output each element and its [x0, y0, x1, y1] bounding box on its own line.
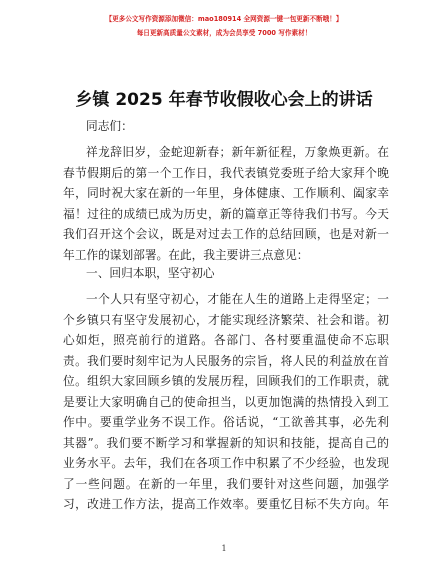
- paragraph-line: 其器”。我们要不断学习和掌握新的知识和技能，提高自己的: [63, 435, 389, 450]
- paragraph-line: 作中。要重学业务不误工作。俗话说，“工欲善其事，必先利: [63, 415, 389, 429]
- paragraph-section-1: [63, 289, 389, 515]
- paragraph-line: 我们召开这个会议，既是对过去工作的总结回顾，也是对新一: [63, 227, 389, 241]
- paragraph-line: 祥龙辞旧岁，金蛇迎新春；新年新征程，万象焕更新。在: [86, 145, 389, 159]
- paragraph-line: 春节假期后的第一个工作日，我代表镇党委班子给大家拜个晚: [63, 165, 389, 180]
- paragraph-line: 是要让大家明确自己的使命担当，以更加饱满的热情投入到工: [63, 394, 389, 409]
- paragraph-line: 习，改进工作方法，提高工作效率。要重忆目标不失方向。年: [63, 497, 389, 511]
- page-number: 1: [221, 544, 227, 553]
- paragraph-line: 业务水平。去年，我们在各项工作中积累了不少经验，也发现: [63, 456, 389, 470]
- paragraph-line: 个乡镇只有坚守发展初心，才能实现经济繁荣、社会和谐。初: [63, 312, 389, 327]
- paragraph-line: 位。组织大家回顾乡镇的发展历程，回顾我们的工作职责，就: [63, 374, 389, 388]
- paragraph-line: 了一些问题。在新的一年里，我们要针对这些问题，加强学: [63, 476, 389, 491]
- paragraph-line: 一个人只有坚守初心，才能在人生的道路上走得坚定；一: [86, 292, 389, 306]
- promo-banner-line-2: 每日更新高质量公文素材，成为会员享受 7000 写作素材！: [136, 29, 312, 37]
- greeting: 同志们：: [86, 119, 133, 133]
- paragraph-line: 年，同时祝大家在新的一年里，身体健康、工作顺利、阖家幸: [63, 186, 389, 200]
- paragraph-intro: [63, 142, 389, 265]
- promo-banner-line-1: 【更多公文写作资源添加微信：mao180914 全网资源一键一包更新不断哦！】: [105, 15, 343, 23]
- paragraph-line: 心如炬，照亮前行的道路。各部门、各村要重温使命不忘职: [63, 333, 389, 347]
- document-title: 乡镇 2025 年春节收假收心会上的讲话: [75, 90, 373, 110]
- paragraph-line: 福！过往的成绩已成为历史，新的篇章正等待我们书写。今天: [63, 206, 389, 221]
- section-heading-1: 一、回归本职，坚守初心: [86, 266, 215, 280]
- paragraph-line: 年工作的谋划部署。在此，我主要讲三点意见：: [63, 247, 309, 262]
- paragraph-line: 责。我们要时刻牢记为人民服务的宗旨，将人民的利益放在首: [63, 353, 389, 368]
